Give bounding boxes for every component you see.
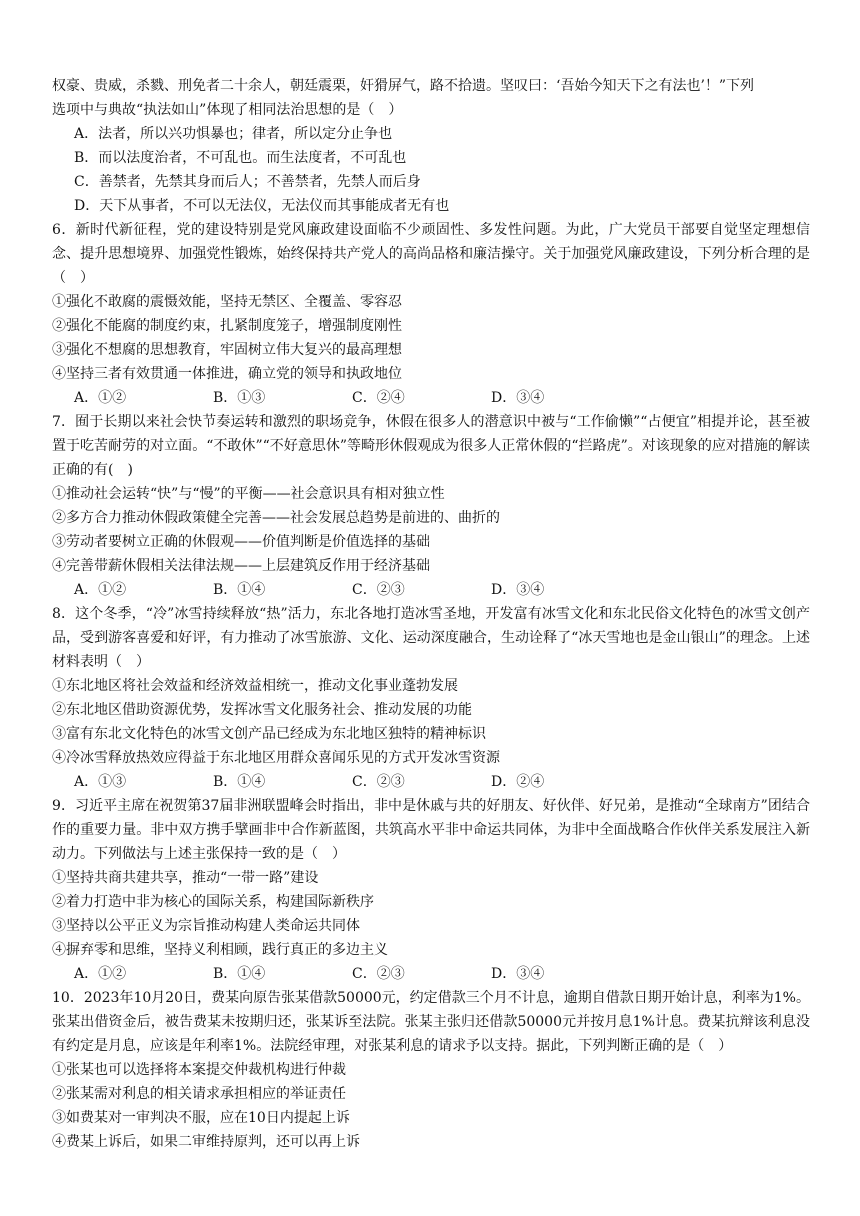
question-7-item-2: ②多方合力推动休假政策健全完善——社会发展总趋势是前进的、曲折的 — [52, 510, 500, 526]
question-6-choice-d: D．③④ — [491, 390, 545, 406]
question-7-choices — [52, 578, 810, 602]
question-6-item-1: ①强化不敢腐的震慑效能，坚持无禁区、全覆盖、零容忍 — [52, 294, 402, 310]
question-7-choice-b: B．①④ — [213, 582, 266, 598]
question-9-item-2: ②着力打造中非为核心的国际关系，构建国际新秩序 — [52, 894, 374, 910]
question-9-choice-d: D．③④ — [491, 966, 545, 982]
question-7-choice-c: C．②③ — [352, 582, 405, 598]
question-9-choice-c: C．②③ — [352, 966, 405, 982]
question-7-item-4: ④完善带薪休假相关法律法规——上层建筑反作用于经济基础 — [52, 558, 430, 574]
question-8-choice-a: A．①③ — [74, 774, 127, 790]
question-7-choice-d: D．③④ — [491, 582, 545, 598]
question-8-choices — [52, 770, 810, 794]
question-9-item-1: ①坚持共商共建共享，推动“一带一路”建设 — [52, 870, 319, 886]
question-9-choice-a: A．①② — [74, 966, 127, 982]
question-5-option-b: B．而以法度治者，不可乱也。而生法度者，不可乱也 — [74, 150, 407, 166]
question-6-item-2: ②强化不能腐的制度约束，扎紧制度笼子，增强制度刚性 — [52, 318, 402, 334]
question-7-item-1: ①推动社会运转“快”与“慢”的平衡——社会意识具有相对独立性 — [52, 486, 445, 502]
question-5-stem-line-1: 权豪、贵威，杀戮、刑免者二十余人，朝廷震栗，奸猾屏气，路不拾遗。坚叹曰：‘吾始今知天下之有法也’！”下列 — [52, 78, 755, 94]
question-7-stem: 7．囿于长期以来社会快节奏运转和激烈的职场竞争，休假在很多人的潜意识中被与“工作偷懒”“占便宜”相提并论，甚至被置于吃苦耐劳的对立面。“不敢休”“不好意思休”等畸形休假观成为很多人正常休假的“拦路虎”。对该现象的应对措施的解读正确的有( ) — [52, 414, 810, 478]
question-6-item-3: ③强化不想腐的思想教育，牢固树立伟大复兴的最高理想 — [52, 342, 402, 358]
question-6-stem: 6．新时代新征程，党的建设特别是党风廉政建设面临不少顽固性、多发性问题。为此，广大党员干部要自觉坚定理想信念、提升思想境界、加强党性锻炼，始终保持共产党人的高尚品格和廉洁操守。关于加强党风廉政建设，下列分析合理的是（ ） — [52, 222, 810, 286]
question-5-option-c: C．善禁者，先禁其身而后人；不善禁者，先禁人而后身 — [74, 174, 421, 190]
question-10-item-4: ④费某上诉后，如果二审维持原判，还可以再上诉 — [52, 1134, 360, 1150]
question-10 — [52, 986, 810, 1154]
question-8 — [52, 602, 810, 794]
question-9-item-3: ③坚持以公平正义为宗旨推动构建人类命运共同体 — [52, 918, 360, 934]
question-9-stem: 9．习近平主席在祝贺第37届非洲联盟峰会时指出，非中是休戚与共的好朋友、好伙伴、好兄弟，是推动“全球南方”团结合作的重要力量。非中双方携手擘画非中合作新蓝图，共筑高水平非中命运共同体，为非中全面战略合作伙伴关系发展注入新动力。下列做法与上述主张保持一致的是（ ） — [52, 798, 810, 862]
question-8-item-2: ②东北地区借助资源优势，发挥冰雪文化服务社会、推动发展的功能 — [52, 702, 472, 718]
question-5-option-d: D．天下从事者，不可以无法仪，无法仪而其事能成者无有也 — [74, 198, 450, 214]
question-5-option-a: A．法者，所以兴功惧暴也；律者，所以定分止争也 — [74, 126, 393, 142]
question-8-choice-c: C．②③ — [352, 774, 405, 790]
question-8-item-3: ③富有东北文化特色的冰雪文创产品已经成为东北地区独特的精神标识 — [52, 726, 486, 742]
question-9-choice-b: B．①④ — [213, 966, 266, 982]
question-6 — [52, 218, 810, 410]
question-6-choice-a: A．①② — [74, 390, 127, 406]
question-5-stem-line-2: 选项中与典故“执法如山”体现了相同法治思想的是（ ） — [52, 102, 403, 118]
question-6-choice-c: C．②④ — [352, 390, 405, 406]
question-9-item-4: ④摒弃零和思维，坚持义利相顾，践行真正的多边主义 — [52, 942, 388, 958]
question-8-item-4: ④冷冰雪释放热效应得益于东北地区用群众喜闻乐见的方式开发冰雪资源 — [52, 750, 500, 766]
question-9 — [52, 794, 810, 986]
question-8-choice-b: B．①④ — [213, 774, 266, 790]
question-9-choices — [52, 962, 810, 986]
question-6-item-4: ④坚持三者有效贯通一体推进，确立党的领导和执政地位 — [52, 366, 402, 382]
question-7 — [52, 410, 810, 602]
question-5 — [52, 74, 810, 218]
question-7-choice-a: A．①② — [74, 582, 127, 598]
question-6-choice-b: B．①③ — [213, 390, 266, 406]
question-8-choice-d: D．②④ — [491, 774, 545, 790]
question-10-stem: 10．2023年10月20日，费某向原告张某借款50000元，约定借款三个月不计息，逾期自借款日期开始计息，利率为1%。张某出借资金后，被告费某未按期归还，张某诉至法院。张某主张归还借款50000元并按月息1%计息。费某抗辩该利息没有约定是月息，应该是年利率1%。法院经审理，对张某利息的请求予以支持。据此，下列判断正确的是（ ） — [52, 990, 810, 1054]
question-8-item-1: ①东北地区将社会效益和经济效益相统一，推动文化事业蓬勃发展 — [52, 678, 458, 694]
question-10-item-2: ②张某需对利息的相关请求承担相应的举证责任 — [52, 1086, 346, 1102]
question-7-item-3: ③劳动者要树立正确的休假观——价值判断是价值选择的基础 — [52, 534, 430, 550]
question-10-item-1: ①张某也可以选择将本案提交仲裁机构进行仲裁 — [52, 1062, 346, 1078]
question-8-stem: 8．这个冬季，“冷”冰雪持续释放“热”活力，东北各地打造冰雪圣地，开发富有冰雪文化和东北民俗文化特色的冰雪文创产品，受到游客喜爱和好评，有力推动了冰雪旅游、文化、运动深度融合，生动诠释了“冰天雪地也是金山银山”的理念。上述材料表明（ ） — [52, 606, 810, 670]
question-10-item-3: ③如费某对一审判决不服，应在10日内提起上诉 — [52, 1110, 350, 1126]
question-6-choices — [52, 386, 810, 410]
